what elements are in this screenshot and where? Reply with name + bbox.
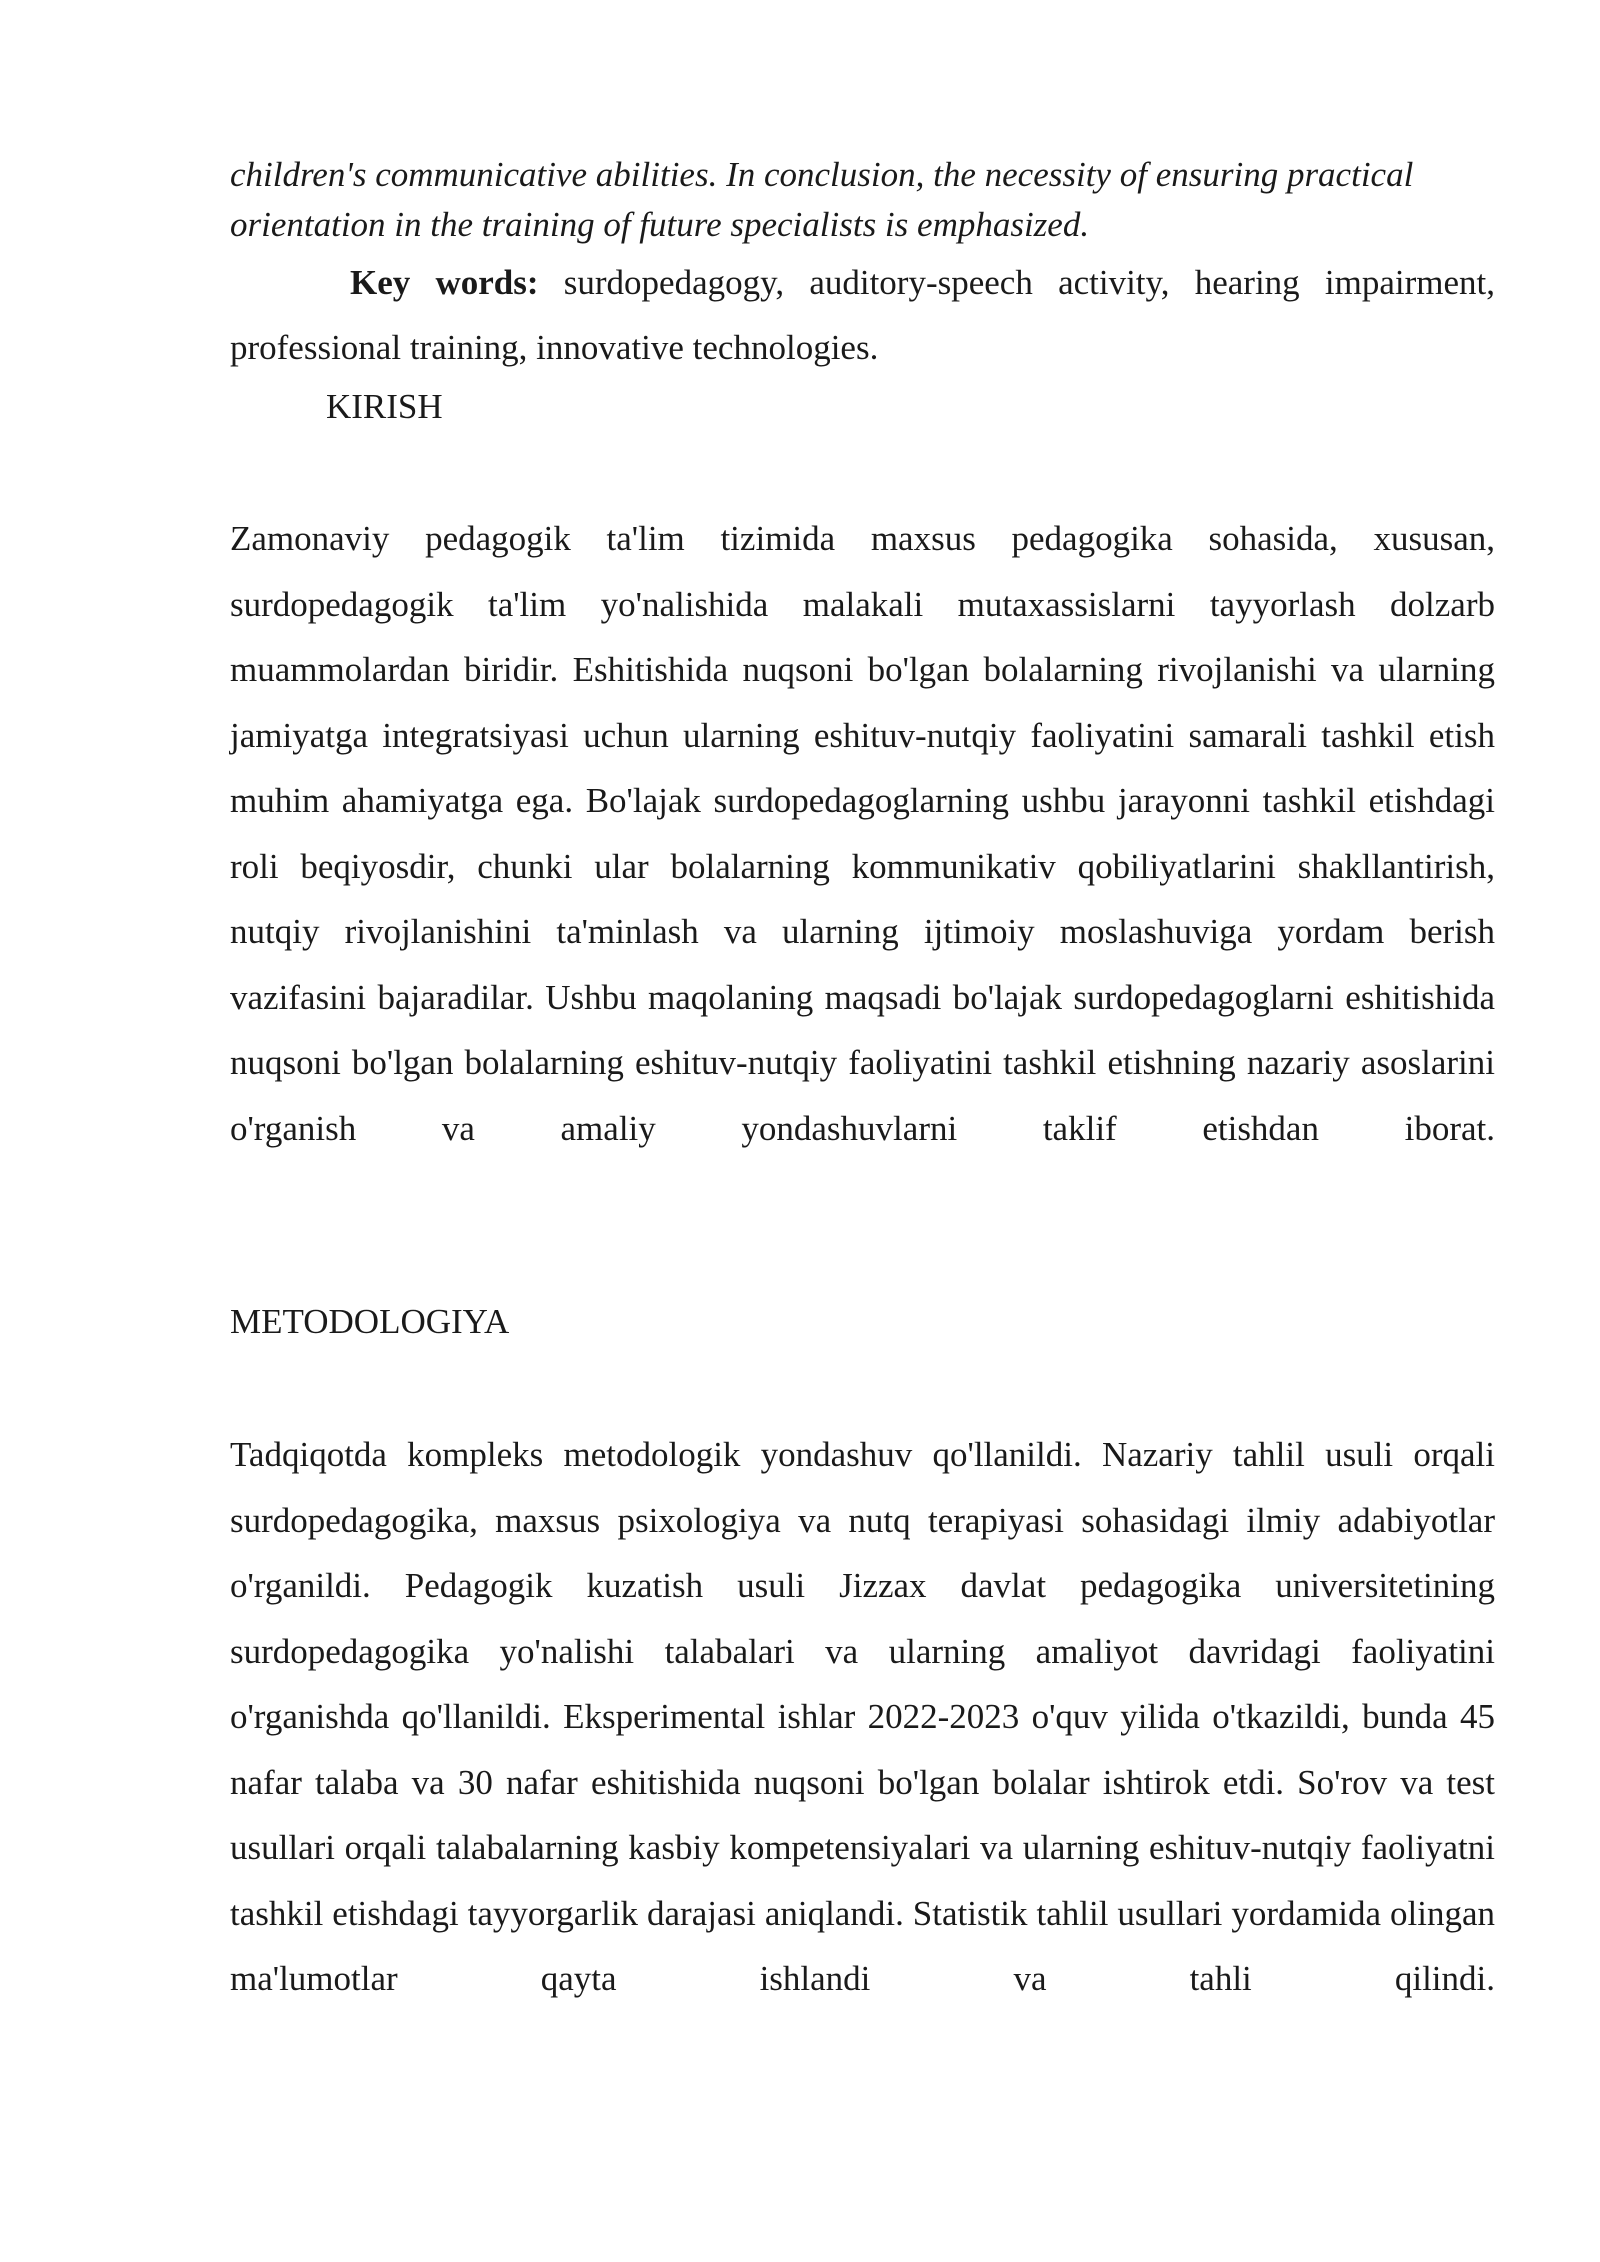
methodology-heading: METODOLOGIYA <box>230 1302 510 1341</box>
abstract-conclusion: children's communicative abilities. In conclusion, the necessity of ensuring practical orientation in the training of future specialists is emphasized. <box>230 155 1414 244</box>
methodology-paragraph: Tadqiqotda kompleks metodologik yondashuv qo'llanildi. Nazariy tahlil usuli orqali surdopedagogika, maxsus psixologiya va nutq terapiyasi sohasidagi ilmiy adabiyotlar o'rganildi. Pedagogik kuzatish usuli Jizzax davlat pedagogika universitetining surdopedagogika yo'nalishi talabalari va ularning amaliyot davridagi faoliyatini o'rganishda qo'llanildi. Eksperimental ishlar 2022-2023 o'quv yilida o'tkazildi, bunda 45 nafar talaba va 30 nafar eshitishida nuqsoni bo'lgan bolalar ishtirok etdi. So'rov va test usullari orqali talabalarning kasbiy kompetensiyalari va ularning eshituv-nutqiy faoliyatni tashkil etishdagi tayyorgarlik darajasi aniqlandi. Statistik tahlil usullari yordamida olingan ma'lumotlar qayta ishlandi va tahli qilindi. <box>230 1435 1495 1998</box>
keywords-paragraph <box>230 250 1495 380</box>
keywords-label: Key words: <box>350 263 539 302</box>
keywords-text: surdopedagogy, auditory-speech activity, hearing impairment, professional training, innovative technologies. <box>230 263 1496 367</box>
introduction-paragraph: Zamonaviy pedagogik ta'lim tizimida maxsus pedagogika sohasida, xususan, surdopedagogik ta'lim yo'nalishida malakali mutaxassislarni tayyorlash dolzarb muammolardan biridir. Eshitishida nuqsoni bo'lgan bolalarning rivojlanishi va ularning jamiyatga integratsiyasi uchun ularning eshituv-nutqiy faoliyatini samarali tashkil etish muhim ahamiyatga ega. Bo'lajak surdopedagoglarning ushbu jarayonni tashkil etishdagi roli beqiyosdir, chunki ular bolalarning kommunikativ qobiliyatlarini shakllantirish, nutqiy rivojlanishini ta'minlash va ularning ijtimoiy moslashuviga yordam berish vazifasini bajaradilar. Ushbu maqolaning maqsadi bo'lajak surdopedagoglarni eshitishida nuqsoni bo'lgan bolalarning eshituv-nutqiy faoliyatini tashkil etishning nazariy asoslarini o'rganish va amaliy yondashuvlarni taklif etishdan iborat. <box>230 519 1495 1148</box>
introduction-heading: KIRISH <box>326 387 443 426</box>
